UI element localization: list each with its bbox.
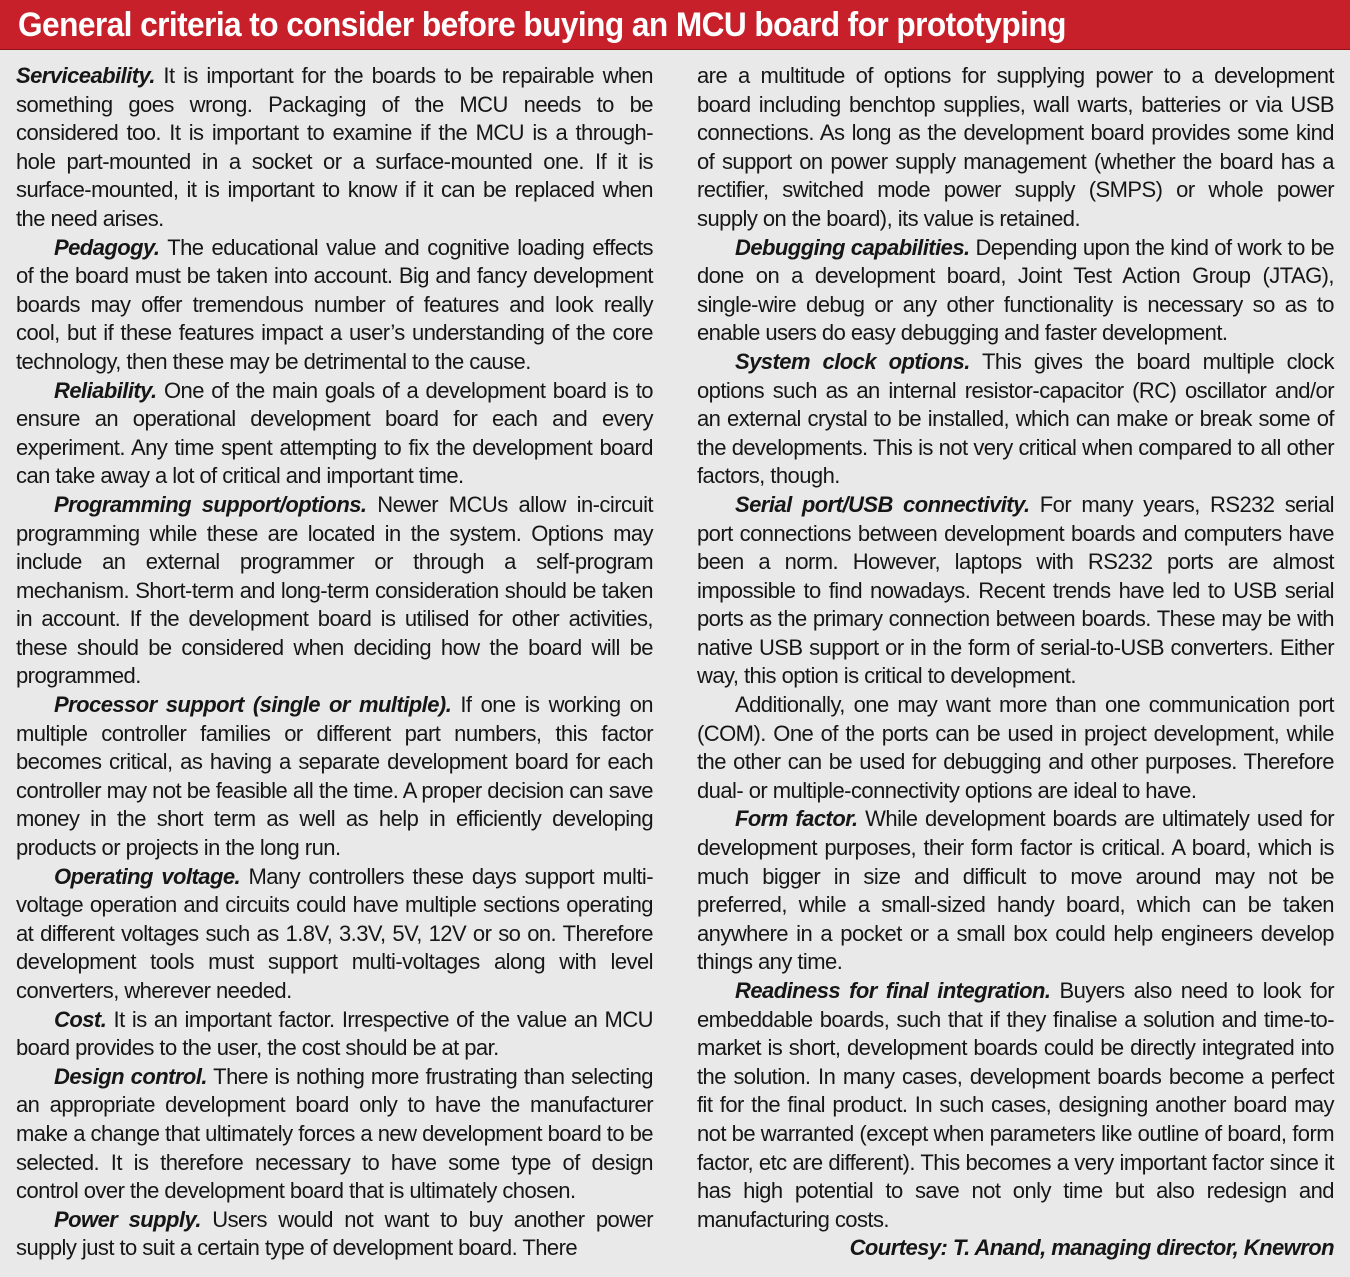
paragraph-pedagogy (16, 234, 653, 377)
paragraph-text: Users would not want to buy another power supply just to suit a certain type of development board. There (16, 1206, 653, 1261)
paragraph-serviceability (16, 62, 653, 234)
courtesy-credit: Courtesy: T. Anand, managing director, Knewron (849, 1235, 1334, 1261)
paragraph-lead: Pedagogy. (54, 234, 160, 260)
paragraph-final-integration (697, 977, 1334, 1234)
paragraph-lead: Form factor. (735, 806, 858, 832)
paragraph-text: Buyers also need to look for embeddable boards, such that if they finalise a solution and time-to-market is short, development boards could be directly integrated into the solution. In many cases, development boards become a perfect fit for the final product. In such cases, designing another board may not be warranted (except when parameters like outline of board, form factor, etc are different). This becomes a very important factor since it has high potential to save not only time but also redesign and manufacturing costs. (697, 978, 1334, 1232)
paragraph-power-supply (16, 1206, 653, 1263)
paragraph-text: For many years, RS232 serial port connections between development boards and computers have been a norm. However, laptops with RS232 ports are almost impossible to find nowadays. Recent trends have led to USB serial ports as the primary connection between boards. These may be with native USB support or in the form of serial-to-USB converters. Either way, this option is critical to development. (697, 491, 1334, 689)
paragraph-design-control (16, 1063, 653, 1206)
paragraph-text: The educational value and cognitive loading effects of the board must be taken into account. Big and fancy development boards may offer tremendous number of features and look really cool, but if these features impact a user’s understanding of the core technology, then these may be detrimental to the cause. (16, 234, 653, 374)
paragraph-text: Many controllers these days support multi-voltage operation and circuits could have multiple sections operating at different voltages such as 1.8V, 3.3V, 5V, 12V or so on. Therefore development tools must support multi-voltages along with level converters, wherever needed. (16, 863, 653, 1003)
article-title: General criteria to consider before buying an MCU board for prototyping (18, 6, 1066, 44)
paragraph-lead: Programming support/options. (54, 491, 367, 517)
paragraph-text: This gives the board multiple clock options such as an internal resistor-capacitor (RC) oscillator and/or an external crystal to be installed, which can make or break some of the developments. This is not very critical when compared to all other factors, though. (697, 348, 1334, 489)
paragraph-lead: Processor support (single or multiple). (54, 692, 452, 718)
paragraph-lead: Cost. (54, 1006, 107, 1032)
paragraph-power-supply-continued: are a multitude of options for supplying power to a development board including benchtop supplies, wall warts, batteries or via USB connections. As long as the development board provides some kind of support on power supply management (whether the board has a rectifier, switched mode power supply (SMPS) or whole power supply on the board), its value is retained. (697, 63, 1334, 231)
paragraph-communication-ports (697, 691, 1334, 805)
paragraph-text: It is an important factor. Irrespective of the value an MCU board provides to the user, the cost should be at par. (16, 1006, 653, 1061)
paragraph-text: It is important for the boards to be repairable when something goes wrong. Packaging of the MCU needs to be considered too. It is important to examine if the MCU is a through-hole part-mounted in a socket or a surface-mounted one. If it is surface-mounted, it is important to know if it can be replaced when the need arises. (16, 63, 653, 231)
left-column (16, 62, 653, 1263)
paragraph-form-factor (697, 805, 1334, 977)
paragraph-text: While development boards are ultimately used for development purposes, their form factor is critical. A board, which is much bigger in size and difficult to move around may not be preferred, while a small-sized handy board, which can be taken anywhere in a pocket or a small box could help engineers develop things any time. (697, 806, 1334, 975)
paragraph-text: One of the main goals of a development board is to ensure an operational development board for each and every experiment. Any time spent attempting to fix the development board can take away a lot of critical and important time. (16, 377, 653, 489)
paragraph-lead: Reliability. (54, 377, 157, 403)
paragraph-system-clock (697, 348, 1334, 491)
paragraph-lead: Operating voltage. (54, 863, 241, 889)
paragraph-reliability (16, 377, 653, 491)
paragraph-lead: Serviceability. (16, 63, 155, 88)
paragraph-programming-support (16, 491, 653, 691)
paragraph-lead: Serial port/USB connectivity. (735, 491, 1030, 517)
paragraph-operating-voltage (16, 863, 653, 1006)
paragraph-lead: Design control. (54, 1063, 207, 1089)
paragraph-serial-usb (697, 491, 1334, 691)
paragraph-lead: System clock options. (735, 348, 970, 374)
paragraph-lead: Power supply. (54, 1206, 201, 1232)
right-column (697, 62, 1334, 1263)
paragraph-text: There is nothing more frustrating than selecting an appropriate development board only to have the manufacturer make a change that ultimately forces a new development board to be selected. It is therefore necessary to have some type of design control over the development board that is ultimately chosen. (16, 1063, 653, 1204)
paragraph-text: Additionally, one may want more than one communication port (COM). One of the ports can be used in project development, while the other can be used for debugging and other purposes. Therefore dual- or multiple-connectivity options are ideal to have. (697, 692, 1334, 803)
paragraph-text: Newer MCUs allow in-circuit programming while these are located in the system. Options may include an external programmer or through a self-program mechanism. Short-term and long-term consideration should be taken in account. If the development board is utilised for other activities, these should be considered when deciding how the board will be programmed. (16, 491, 653, 689)
paragraph-debugging (697, 234, 1334, 348)
paragraph-text: Depending upon the kind of work to be done on a development board, Joint Test Action Group (JTAG), single-wire debug or any other functionality is necessary so as to enable users do easy debugging and faster development. (697, 234, 1334, 346)
paragraph-lead: Readiness for final integration. (735, 978, 1051, 1003)
title-bar (0, 0, 1350, 50)
paragraph-cost (16, 1006, 653, 1063)
paragraph-lead: Debugging capabilities. (735, 234, 970, 260)
paragraph-processor-support (16, 691, 653, 863)
paragraph-text: If one is working on multiple controller families or different part numbers, this factor becomes critical, as having a separate development board for each controller may not be feasible all the time. A proper decision can save money in the short term as well as help in efficiently developing products or projects in the long run. (16, 692, 653, 861)
